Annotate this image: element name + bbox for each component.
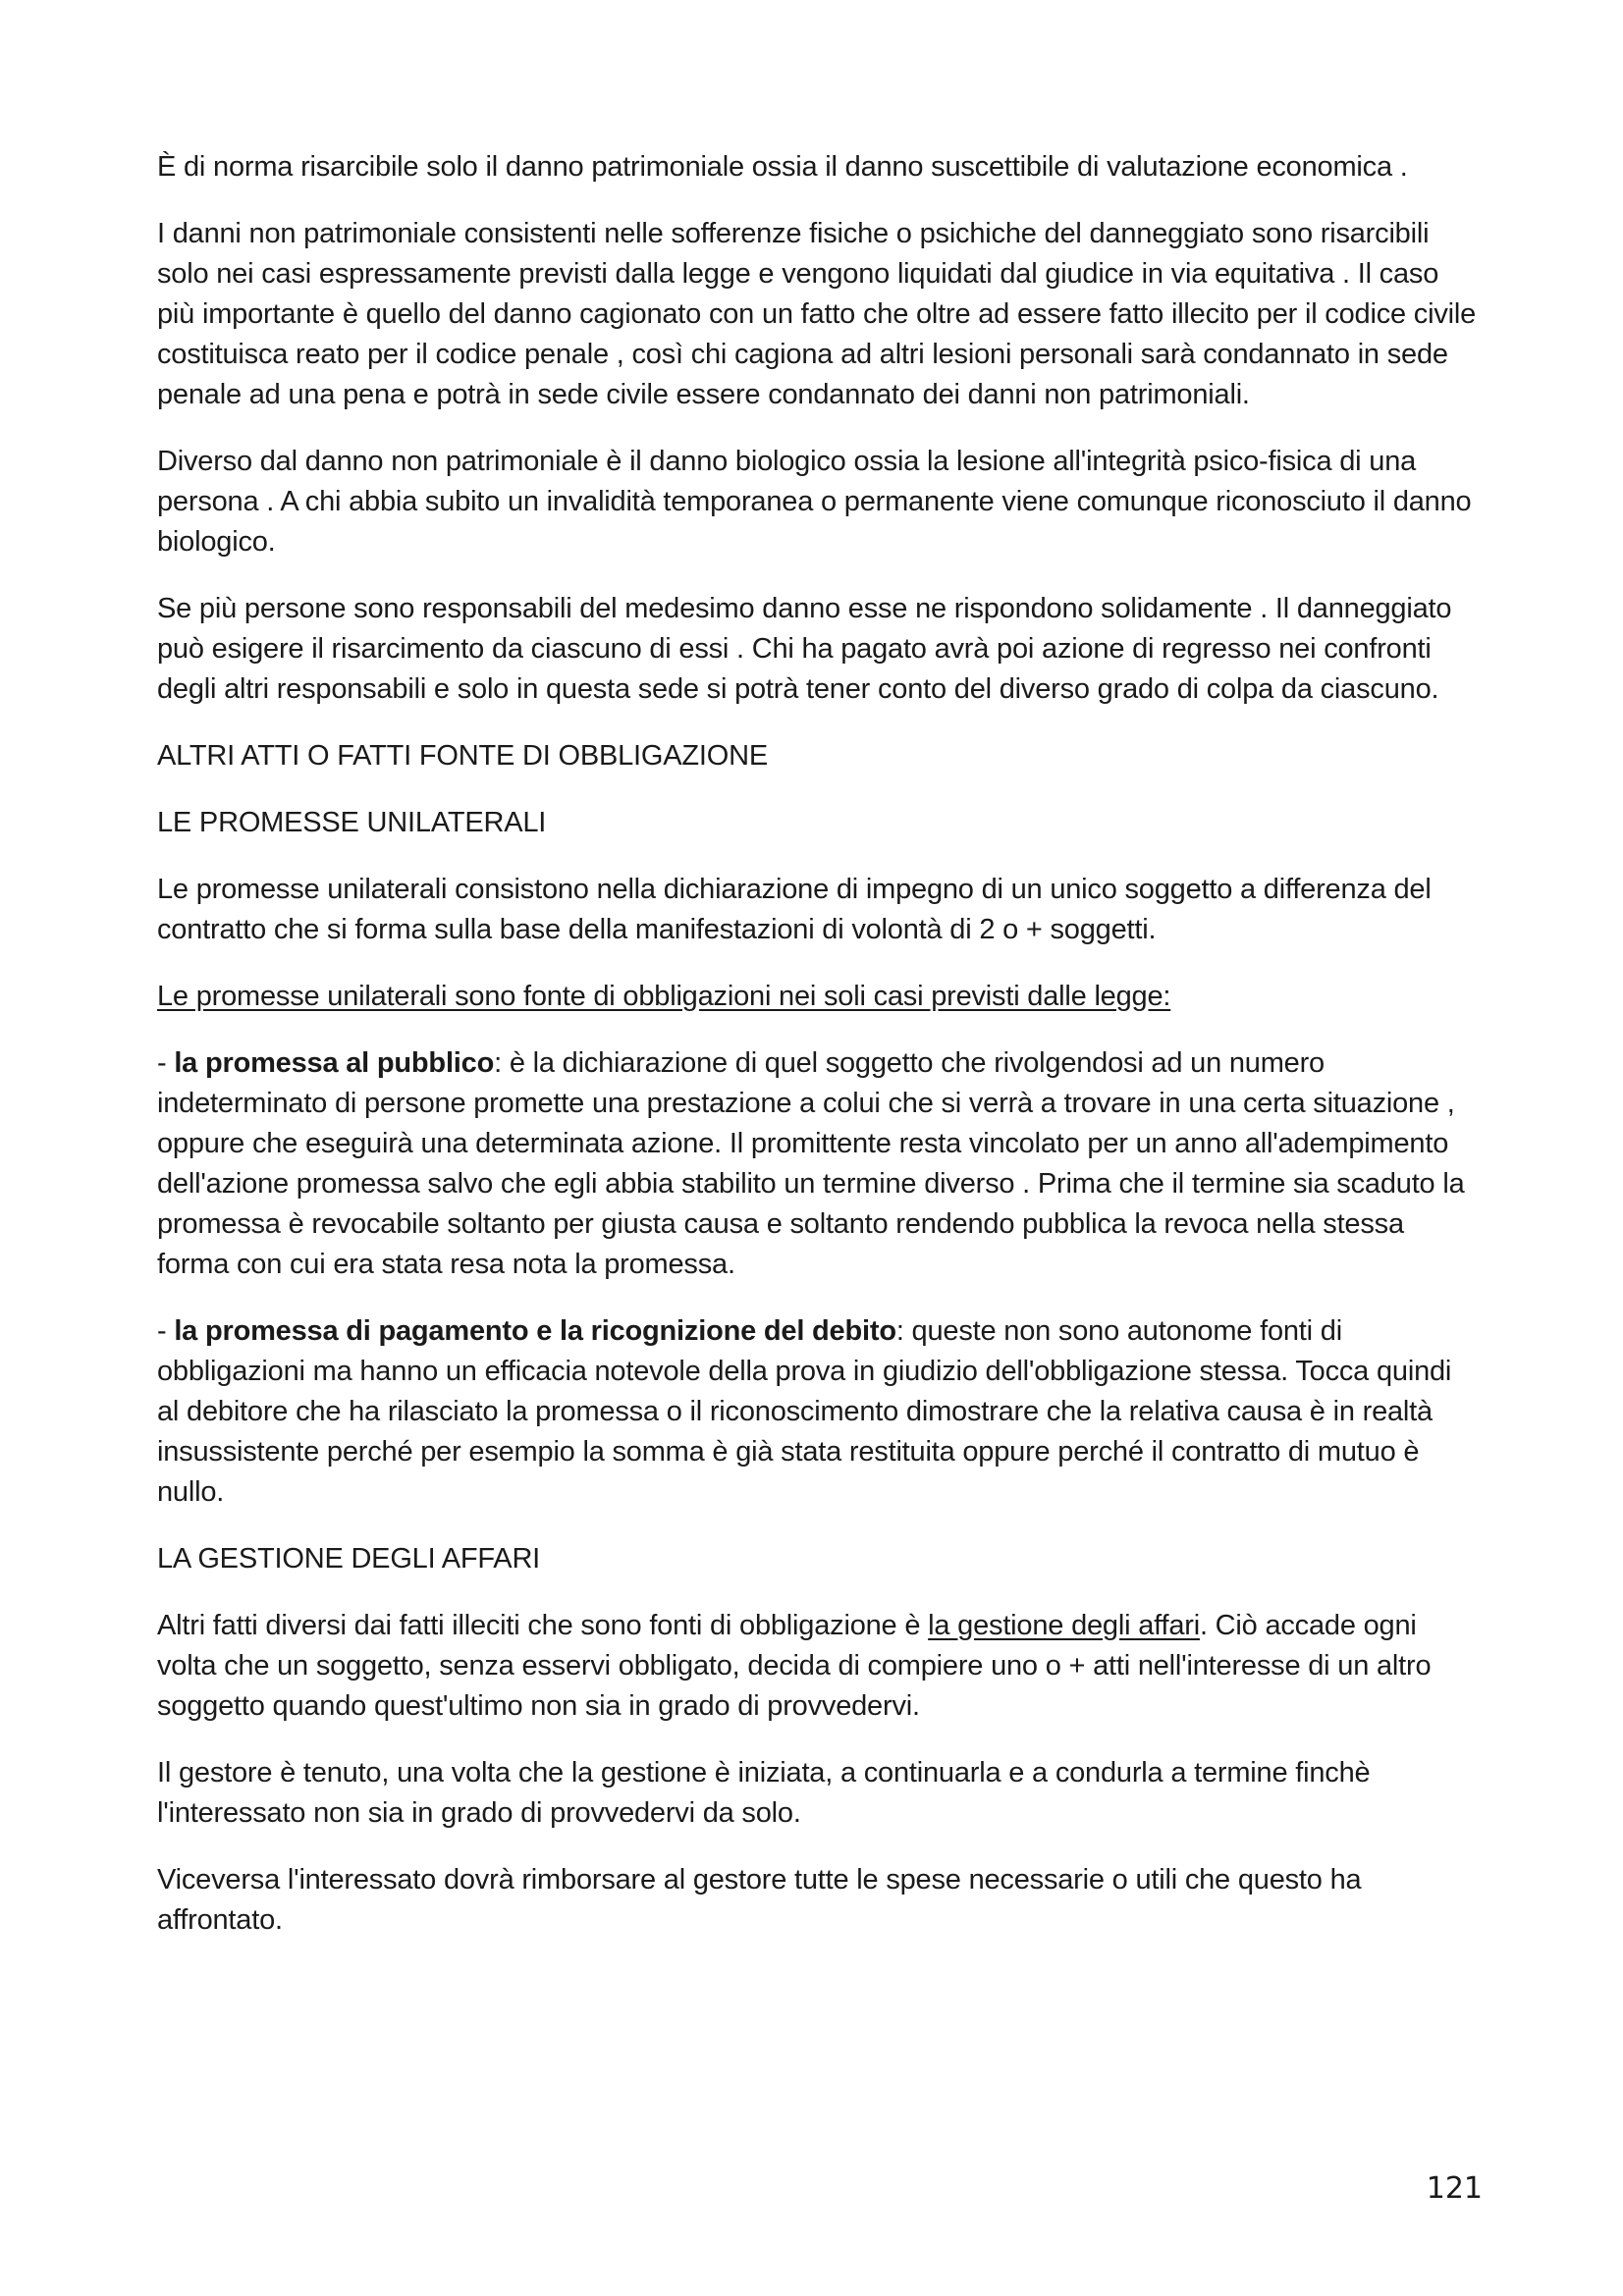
underlined-text: Le promesse unilaterali sono fonte di obbligazioni nei soli casi previsti dalle legge: bbox=[157, 981, 1171, 1012]
text-before: Altri fatti diversi dai fatti illeciti che sono fonti di obbligazione è bbox=[157, 1610, 929, 1641]
paragraph-promesse-fonte bbox=[157, 977, 1478, 1017]
bold-term: la promessa al pubblico bbox=[174, 1047, 495, 1079]
paragraph-rimborso: Viceversa l'interessato dovrà rimborsare al gestore tutte le spese necessarie o utili che questo ha affrontato. bbox=[157, 1864, 1362, 1936]
page-number: 121 bbox=[1426, 2171, 1483, 2206]
paragraph-promesse-intro: Le promesse unilaterali consistono nella dichiarazione di impegno di un unico soggetto a differenza del contratto che si forma sulla base della manifestazioni di volontà di 2 o + soggetti. bbox=[157, 874, 1432, 945]
heading-promesse-unilaterali: LE PROMESSE UNILATERALI bbox=[157, 807, 547, 838]
list-item-text: : è la dichiarazione di quel soggetto che rivolgendosi ad un numero indeterminato di persone promette una prestazione a colui che si verrà a trovare in una certa situazione , oppure che eseguirà una determinata azione. Il promittente resta vincolato per un anno all'adempimento dell'azione promessa salvo che egli abbia stabilito un termine diverso . Prima che il termine sia scaduto la promessa è revocabile soltanto per giusta causa e soltanto rendendo pubblica la revoca nella stessa forma con cui era stata resa nota la promessa. bbox=[157, 1047, 1465, 1280]
paragraph-gestione-definizione bbox=[157, 1606, 1478, 1727]
list-item-text: : queste non sono autonome fonti di obbligazioni ma hanno un efficacia notevole della prova in giudizio dell'obbligazione stessa. Tocca quindi al debitore che ha rilasciato la promessa o il riconoscimento dimostrare che la relativa causa è in realtà insussistente perché per esempio la somma è già stata restituita oppure perché il contratto di mutuo è nullo. bbox=[157, 1315, 1452, 1508]
underlined-term: la gestione degli affari bbox=[928, 1610, 1200, 1641]
heading-altri-atti: ALTRI ATTI O FATTI FONTE DI OBBLIGAZIONE bbox=[157, 740, 769, 772]
heading-gestione-affari: LA GESTIONE DEGLI AFFARI bbox=[157, 1543, 541, 1575]
page-body bbox=[157, 147, 1478, 1967]
paragraph-responsabilita-solidale: Se più persone sono responsabili del medesimo danno esse ne rispondono solidamente . Il danneggiato può esigere il risarcimento da ciascuno di essi . Chi ha pagato avrà poi azione di regresso nei confronti degli altri responsabili e solo in questa sede si potrà tener conto del diverso grado di colpa da ciascuno. bbox=[157, 593, 1452, 705]
paragraph-gestore-obblighi: Il gestore è tenuto, una volta che la gestione è iniziata, a continuarla e a condurla a termine finchè l'interessato non sia in grado di provvedervi da solo. bbox=[157, 1757, 1371, 1829]
paragraph-danni-non-patrimoniali: I danni non patrimoniale consistenti nelle sofferenze fisiche o psichiche del danneggiato sono risarcibili solo nei casi espressamente previsti dalla legge e vengono liquidati dal giudice in via equitativa . Il caso più importante è quello del danno cagionato con un fatto che oltre ad essere fatto illecito per il codice civile costituisca reato per il codice penale , così chi cagiona ad altri lesioni personali sarà condannato in sede penale ad una pena e potrà in sede civile essere condannato dei danni non patrimoniali. bbox=[157, 218, 1477, 410]
list-dash: - bbox=[157, 1047, 175, 1079]
bold-term: la promessa di pagamento e la ricognizione del debito bbox=[174, 1315, 896, 1347]
paragraph-danno-biologico: Diverso dal danno non patrimoniale è il danno biologico ossia la lesione all'integrità psico-fisica di una persona . A chi abbia subito un invalidità temporanea o permanente viene comunque riconosciuto il danno biologico. bbox=[157, 446, 1472, 558]
list-item-promessa-pubblico bbox=[157, 1043, 1478, 1285]
list-dash: - bbox=[157, 1315, 175, 1347]
text-after: . Ciò accade ogni volta che un soggetto, senza esservi obbligato, decida di compiere uno o + atti nell'interesse di un altro soggetto quando quest'ultimo non sia in grado di provvedervi. bbox=[157, 1610, 1432, 1722]
paragraph-danno-patrimoniale: È di norma risarcibile solo il danno patrimoniale ossia il danno suscettibile di valutazione economica . bbox=[157, 151, 1408, 183]
list-item-promessa-pagamento bbox=[157, 1311, 1478, 1513]
